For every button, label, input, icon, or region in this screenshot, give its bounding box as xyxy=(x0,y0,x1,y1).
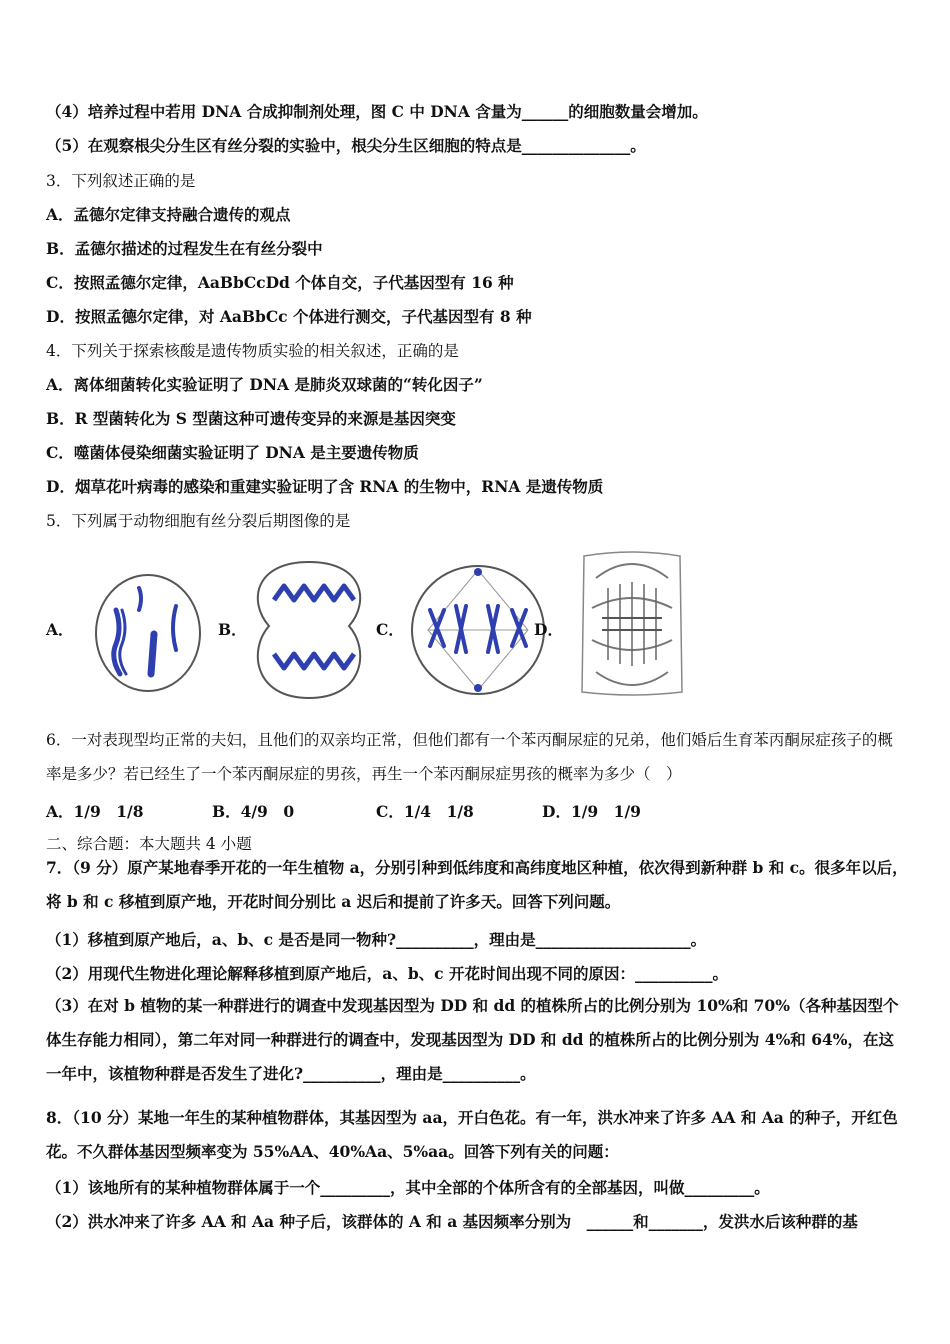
question-4-option-d: D．烟草花叶病毒的感染和重建实验证明了含 RNA 的生物中，RNA 是遗传物质 xyxy=(46,477,604,496)
question-6-option-a: A．1/9 1/8 xyxy=(46,802,144,821)
question-8-stem: 8．（10 分）某地一年生的某种植物群体，其基因型为 aa，开白色花。有一年，洪水冲来了许多 AA 和 Aa 的种子，开红色花。不久群体基因型频率变为 55%AA、40%Aa、5%aa。回答下列有关的问题： xyxy=(46,1108,898,1161)
question-7-stem: 7．（9 分）原产某地春季开花的一年生植物 a，分别引种到低纬度和高纬度地区种植，依次得到新种群 b 和 c。很多年以后，将 b 和 c 移植到原产地，开花时间分别比 a 迟后和提前了许多天。回答下列问题。 xyxy=(46,858,908,911)
question-7-part-1: （1）移植到原产地后，a、b、c 是否是同一物种?__________，理由是____________________。 xyxy=(46,930,707,949)
question-3-option-d: D．按照孟德尔定律，对 AaBbCc 个体进行测交，子代基因型有 8 种 xyxy=(46,307,532,326)
figure-a-label: A． xyxy=(46,620,74,639)
cell-figure-b xyxy=(244,556,374,704)
question-7-part-2: （2）用现代生物进化理论解释移植到原产地后，a、b、c 开花时间出现不同的原因：__________。 xyxy=(46,964,729,983)
question-5-stem: 5．下列属于动物细胞有丝分裂后期图像的是 xyxy=(46,512,351,530)
question-6-option-c: C．1/4 1/8 xyxy=(376,802,474,821)
question-6-option-d: D．1/9 1/9 xyxy=(542,802,641,821)
question-4-option-c: C．噬菌体侵染细菌实验证明了 DNA 是主要遗传物质 xyxy=(46,443,419,462)
question-7-part-3: （3）在对 b 植物的某一种群进行的调查中发现基因型为 DD 和 dd 的植株所占的比例分别为 10%和 70%（各种基因型个体生存能力相同），第二年对同一种群进行的调查中，发现基因型为 DD 和 dd 的植株所占的比例分别为 4%和 64%，在这一年中，该植物种群是否发生了进化?__________，理由是__________。 xyxy=(46,996,899,1083)
question-3-option-b: B．孟德尔描述的过程发生在有丝分裂中 xyxy=(46,239,323,258)
question-5-figures xyxy=(46,548,906,708)
question-6-option-b: B．4/9 0 xyxy=(212,802,295,821)
figure-c-label: C． xyxy=(376,620,404,639)
cell-figure-a xyxy=(92,570,204,696)
figure-b-label: B． xyxy=(218,620,247,639)
question-4-option-a: A．离体细菌转化实验证明了 DNA 是肺炎双球菌的“转化因子” xyxy=(46,375,483,394)
question-3-option-a: A．孟德尔定律支持融合遗传的观点 xyxy=(46,205,291,224)
question-3-stem: 3．下列叙述正确的是 xyxy=(46,172,196,190)
figure-d-label: D． xyxy=(534,620,563,639)
question-3-option-c: C．按照孟德尔定律，AaBbCcDd 个体自交，子代基因型有 16 种 xyxy=(46,273,514,292)
question-4-option-b: B．R 型菌转化为 S 型菌这种可遗传变异的来源是基因突变 xyxy=(46,409,456,428)
question-4-stem: 4．下列关于探索核酸是遗传物质实验的相关叙述，正确的是 xyxy=(46,342,459,360)
question-2-part-4: （4）培养过程中若用 DNA 合成抑制剂处理，图 C 中 DNA 含量为______的细胞数量会增加。 xyxy=(46,102,708,121)
question-8-part-2: （2）洪水冲来了许多 AA 和 Aa 种子后，该群体的 A 和 a 基因频率分别为 ______和_______，发洪水后该种群的基 xyxy=(46,1212,858,1231)
question-6-stem: 6．一对表现型均正常的夫妇，且他们的双亲均正常，但他们都有一个苯丙酮尿症的兄弟，他们婚后生育苯丙酮尿症孩子的概率是多少？若已经生了一个苯丙酮尿症的男孩，再生一个苯丙酮尿症男孩的概率为多少（ ） xyxy=(46,731,893,783)
cell-figure-d xyxy=(578,548,686,700)
section-2-heading: 二、综合题：本大题共 4 小题 xyxy=(46,835,252,853)
question-2-part-5: （5）在观察根尖分生区有丝分裂的实验中，根尖分生区细胞的特点是______________。 xyxy=(46,136,646,155)
question-8-part-1: （1）该地所有的某种植物群体属于一个_________，其中全部的个体所含有的全部基因，叫做_________。 xyxy=(46,1178,770,1197)
cell-figure-c xyxy=(408,562,548,698)
question-6-options xyxy=(46,800,906,820)
